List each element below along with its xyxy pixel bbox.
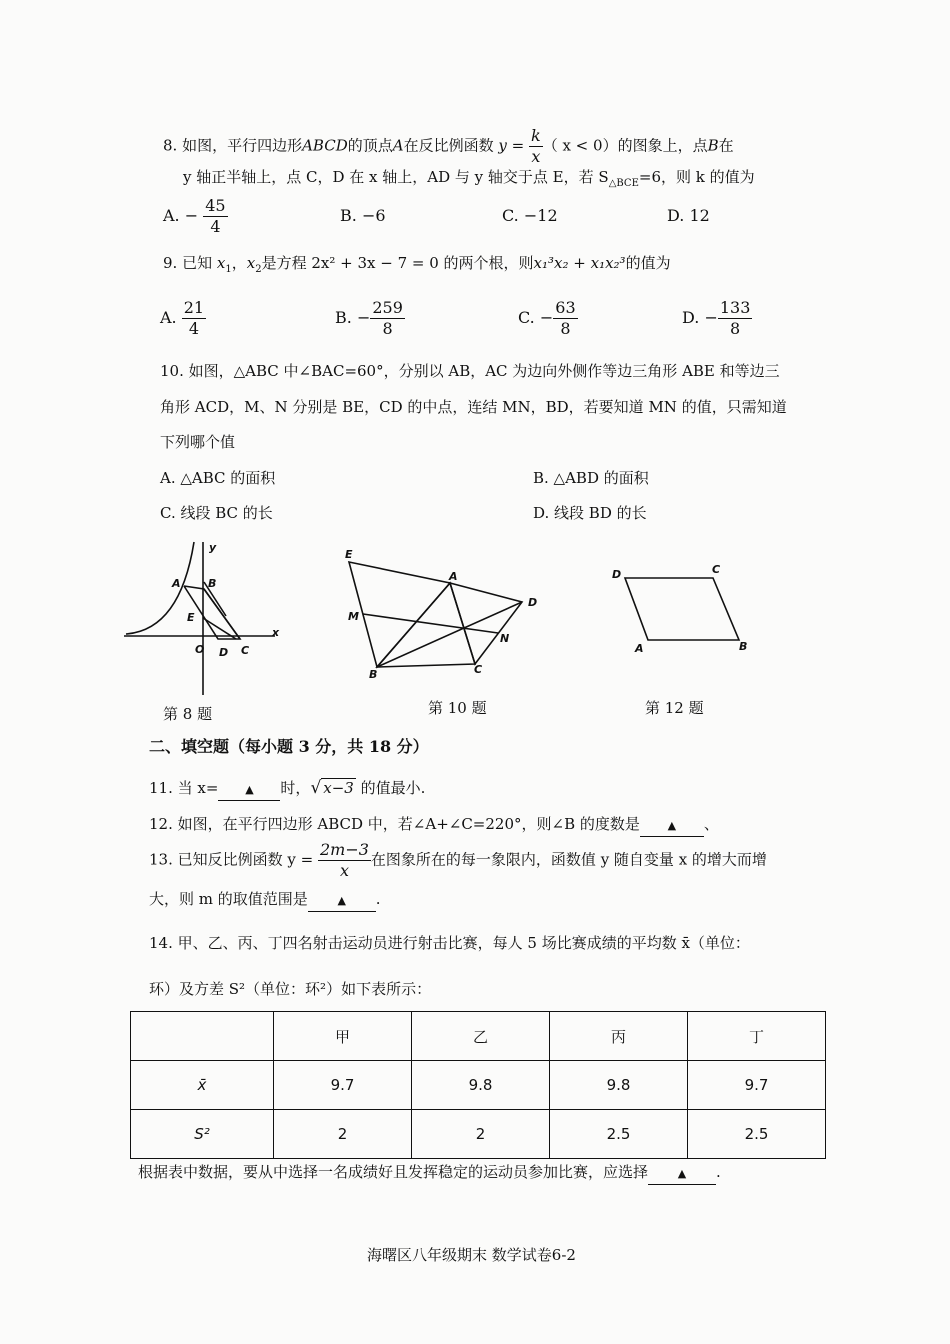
table-header-cell: 丁	[688, 1012, 826, 1061]
fig12-labels	[612, 563, 747, 655]
page-footer: 海曙区八年级期末 数学试卷6-2	[367, 1246, 576, 1264]
q10-option-d[interactable]: D. 线段 BD 的长	[533, 504, 647, 522]
fig8-diagram	[124, 542, 275, 695]
table-cell: 2	[274, 1110, 412, 1159]
q9-line: 9. 已知 $x_1$，$x_2$是方程 2x² + 3x − 7 = 0 的两个根，则x₁³x₂ + x₁x₂³的值为	[163, 254, 671, 275]
fig8-label-c: C	[241, 644, 250, 657]
q10-line1: 10. 如图，△ABC 中∠BAC=60°，分别以 AB，AC 为边向外侧作等边三角形 ABE 和等边三	[160, 362, 780, 380]
q8-option-b[interactable]: B. −6	[340, 206, 386, 225]
table-row	[131, 1061, 826, 1110]
fig8-label-x: x	[272, 626, 280, 639]
fig10-label-b: B	[369, 668, 378, 681]
fig10-segment-mn	[363, 614, 498, 633]
q8-option-c[interactable]: C. −12	[502, 206, 558, 225]
fig8-label-y: y	[209, 541, 217, 554]
q8-line2: y 轴正半轴上，点 C，D 在 x 轴上，AD 与 y 轴交于点 E，若 $S_{\triangle BCE}=6$，则 k 的值为	[183, 168, 755, 189]
table-header-cell: 丙	[550, 1012, 688, 1061]
q8-line1: 8. 如图，平行四边形ABCD的顶点A在反比例函数 y = $\frac{k}{x}$ （ x < 0）的图象上，点B在	[163, 126, 734, 166]
q14-line2: 环）及方差 S²（单位：环²）如下表所示：	[149, 980, 432, 998]
fig8-label-d: D	[219, 646, 229, 659]
table-cell: 9.7	[688, 1061, 826, 1110]
table-cell: 9.8	[412, 1061, 550, 1110]
fig12-label-a: A	[635, 642, 644, 655]
table-row-label: S²	[131, 1110, 274, 1159]
q12-answer-blank[interactable]: ▲	[640, 816, 704, 837]
fig12-label-c: C	[712, 563, 721, 576]
fig8-label-b: B	[208, 577, 217, 590]
table-header-row	[131, 1012, 826, 1061]
fig10-label-m: M	[348, 610, 359, 623]
q14-answer-blank[interactable]: ▲	[648, 1164, 716, 1185]
q8-option-a[interactable]: A. − $\frac{45}{4}$	[163, 196, 226, 236]
table-header-cell	[131, 1012, 274, 1061]
fig8-label-e: E	[187, 611, 195, 624]
fig8-label-a: A	[172, 577, 181, 590]
q8-fraction: $\frac{k}{x}$	[530, 126, 541, 166]
q10-line3: 下列哪个值	[160, 433, 236, 451]
q10-option-a[interactable]: A. △ABC 的面积	[160, 469, 276, 487]
fig10-triangle-acd	[450, 583, 522, 664]
fig12-label-b: B	[739, 640, 748, 653]
q11-answer-blank[interactable]: ▲	[218, 780, 280, 801]
q14-after: 根据表中数据，要从中选择一名成绩好且发挥稳定的运动员参加比赛，应选择 ▲ .	[138, 1162, 721, 1185]
fig10-triangle-abc	[377, 583, 475, 667]
q13-line2: 大，则 m 的取值范围是 ▲ .	[149, 889, 381, 912]
table-row-label: x̄	[131, 1061, 274, 1110]
table-cell: 2.5	[688, 1110, 826, 1159]
q14-line1: 14. 甲、乙、丙、丁四名射击运动员进行射击比赛，每人 5 场比赛成绩的平均数 x̄（单位：	[149, 934, 750, 952]
fig12-caption: 第 12 题	[645, 699, 704, 717]
fig8-hyperbola	[126, 542, 194, 634]
fig10-label-c: C	[474, 663, 483, 676]
q11-line: 11. 当 x= ▲ 时，√ x−3 的值最小.	[149, 778, 425, 801]
fig10-caption: 第 10 题	[428, 699, 487, 717]
fig10-label-e: E	[345, 548, 353, 561]
fig8-label-o: O	[195, 643, 205, 656]
table-cell: 9.8	[550, 1061, 688, 1110]
table-header-cell: 乙	[412, 1012, 550, 1061]
q12-line: 12. 如图，在平行四边形 ABCD 中，若∠A+∠C=220°，则∠B 的度数是 ▲ 、	[149, 814, 719, 837]
q9-option-b[interactable]: B. − $\frac{259}{8}$	[335, 298, 403, 338]
fig8-caption: 第 8 题	[163, 705, 213, 723]
q13-line1: 13. 已知反比例函数 y = $\frac{2m-3}{x}$ 在图象所在的每一象限内，函数值 y 随自变量 x 的增大而增	[149, 840, 767, 880]
q8-option-d[interactable]: D. 12	[667, 206, 710, 225]
q9-option-a[interactable]: A. $\frac{21}{4}$	[160, 298, 205, 338]
table-row	[131, 1110, 826, 1159]
fig12-label-d: D	[612, 568, 622, 581]
table-header-cell: 甲	[274, 1012, 412, 1061]
section-2-heading: 二、填空题（每小题 3 分，共 18 分）	[149, 737, 429, 756]
table-cell: 2	[412, 1110, 550, 1159]
fig12-parallelogram	[625, 578, 739, 640]
table-cell: 2.5	[550, 1110, 688, 1159]
fig8-labels	[171, 541, 280, 659]
score-table	[130, 1011, 826, 1159]
q9-option-d[interactable]: D. − $\frac{133}{8}$	[682, 298, 751, 338]
q9-option-c[interactable]: C. − $\frac{63}{8}$	[518, 298, 576, 338]
fig10-label-a: A	[449, 570, 458, 583]
table-cell: 9.7	[274, 1061, 412, 1110]
q13-answer-blank[interactable]: ▲	[308, 891, 376, 912]
fig10-label-d: D	[528, 596, 538, 609]
fig10-diagram	[349, 562, 522, 667]
q10-line2: 角形 ACD，M、N 分别是 BE，CD 的中点，连结 MN，BD，若要知道 MN 的值，只需知道	[160, 398, 787, 416]
q10-option-c[interactable]: C. 线段 BC 的长	[160, 504, 273, 522]
fig10-label-n: N	[500, 632, 510, 645]
q10-option-b[interactable]: B. △ABD 的面积	[533, 469, 649, 487]
